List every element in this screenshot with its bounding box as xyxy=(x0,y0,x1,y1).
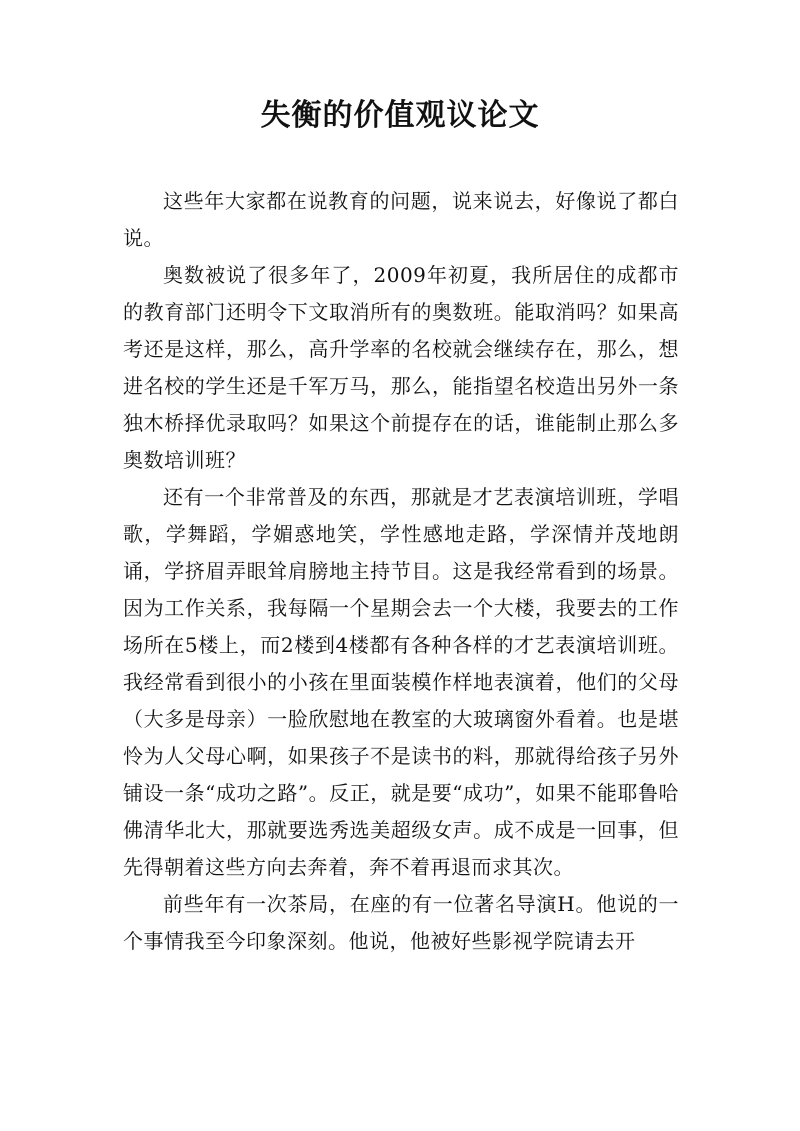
paragraph-1: 这些年大家都在说教育的问题，说来说去，好像说了都白说。 xyxy=(123,189,679,250)
document-body xyxy=(123,183,679,960)
paragraph-2: 奥数被说了很多年了，2009年初夏，我所居住的成都市的教育部门还明令下文取消所有的奥数班。能取消吗？如果高考还是这样，那么，高升学率的名校就会继续存在，那么，想进名校的学生还是千军万马，那么，能指望名校造出另外一条独木桥择优录取吗？如果这个前提存在的话，谁能制止那么多奥数培训班？ xyxy=(123,263,679,472)
paragraph-4: 前些年有一次茶局，在座的有一位著名导演H。他说的一个事情我至今印象深刻。他说，他被好些影视学院请去开 xyxy=(123,892,679,953)
document-title: 失衡的价值观议论文 xyxy=(260,98,540,133)
paragraph-3: 还有一个非常普及的东西，那就是才艺表演培训班，学唱歌，学舞蹈，学媚惑地笑，学性感地走路，学深情并茂地朗诵，学挤眉弄眼耸肩膀地主持节目。这是我经常看到的场景。因为工作关系，我每隔一个星期会去一个大楼，我要去的工作场所在5楼上，而2楼到4楼都有各种各样的才艺表演培训班。我经常看到很小的小孩在里面装模作样地表演着，他们的父母（大多是母亲）一脸欣慰地在教室的大玻璃窗外看着。也是堪怜为人父母心啊，如果孩子不是读书的料，那就得给孩子另外铺设一条“成功之路”。反正，就是要“成功”，如果不能耶鲁哈佛清华北大，那就要选秀选美超级女声。成不成是一回事，但先得朝着这些方向去奔着，奔不着再退而求其次。 xyxy=(123,485,679,879)
